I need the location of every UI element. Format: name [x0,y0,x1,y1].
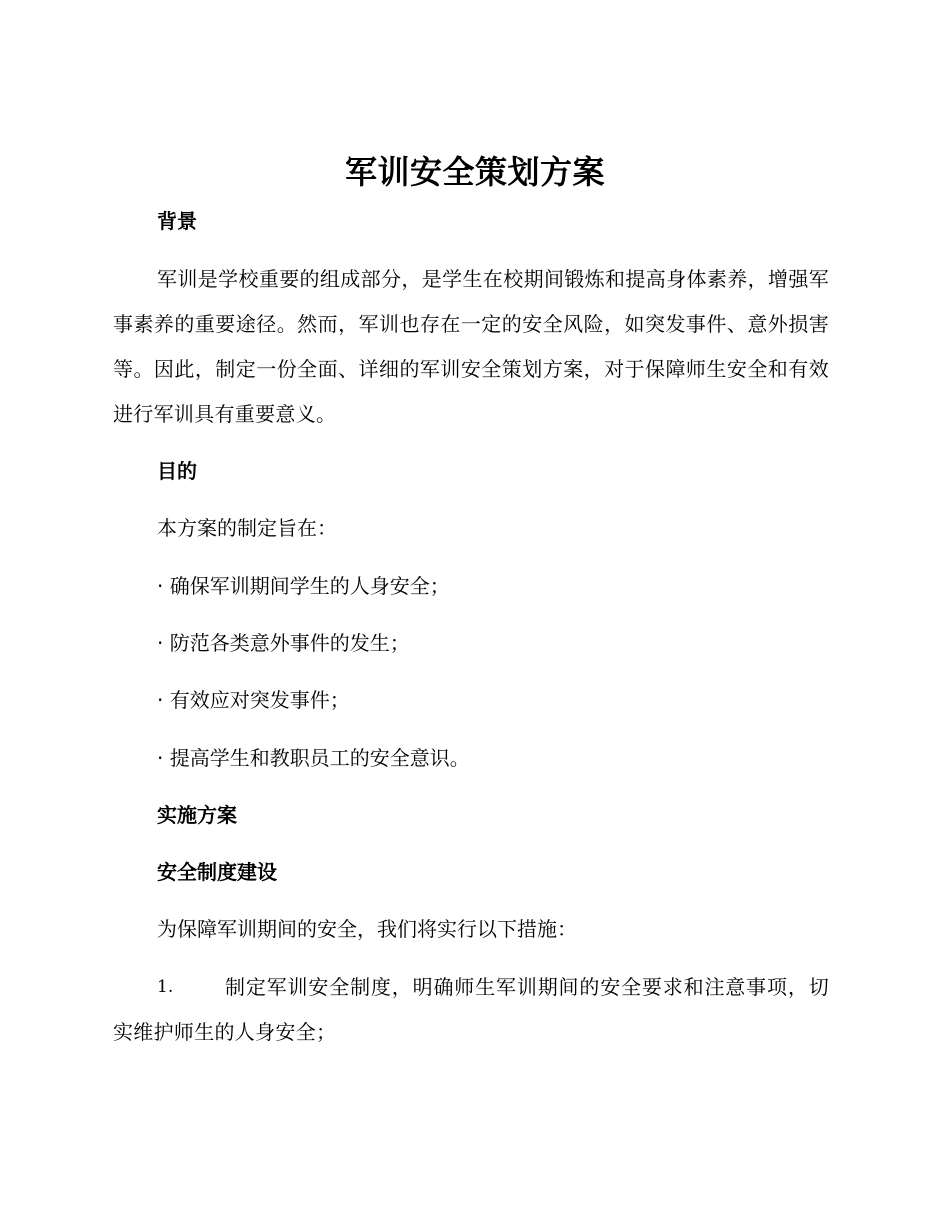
paragraph-background: 军训是学校重要的组成部分，是学生在校期间锻炼和提高身体素养，增强军事素养的重要途径。然而，军训也存在一定的安全风险，如突发事件、意外损害等。因此，制定一份全面、详细的军训安全策划方案，对于保障师生安全和有效进行军训具有重要意义。 [113,267,829,426]
heading-safety-system: 安全制度建设 [157,860,277,884]
document-title: 军训安全策划方案 [344,153,605,191]
heading-background: 背景 [157,209,197,233]
item-number: 1. [157,977,174,997]
heading-purpose: 目的 [157,459,197,483]
paragraph-safety-intro: 为保障军训期间的安全，我们将实行以下措施： [157,917,577,941]
bullet-item: · 提高学生和教职员工的安全意识。 [157,746,470,770]
bullet-item: · 有效应对突发事件； [157,688,350,712]
heading-plan: 实施方案 [157,803,237,827]
bullet-item: · 防范各类意外事件的发生； [157,631,410,655]
item-text: 制定军训安全制度，明确师生军训期间的安全要求和注意事项，切实维护师生的人身安全； [113,975,829,1044]
numbered-item [113,965,829,1055]
bullet-item: · 确保军训期间学生的人身安全； [157,574,450,598]
paragraph-purpose-intro: 本方案的制定旨在： [157,516,337,540]
